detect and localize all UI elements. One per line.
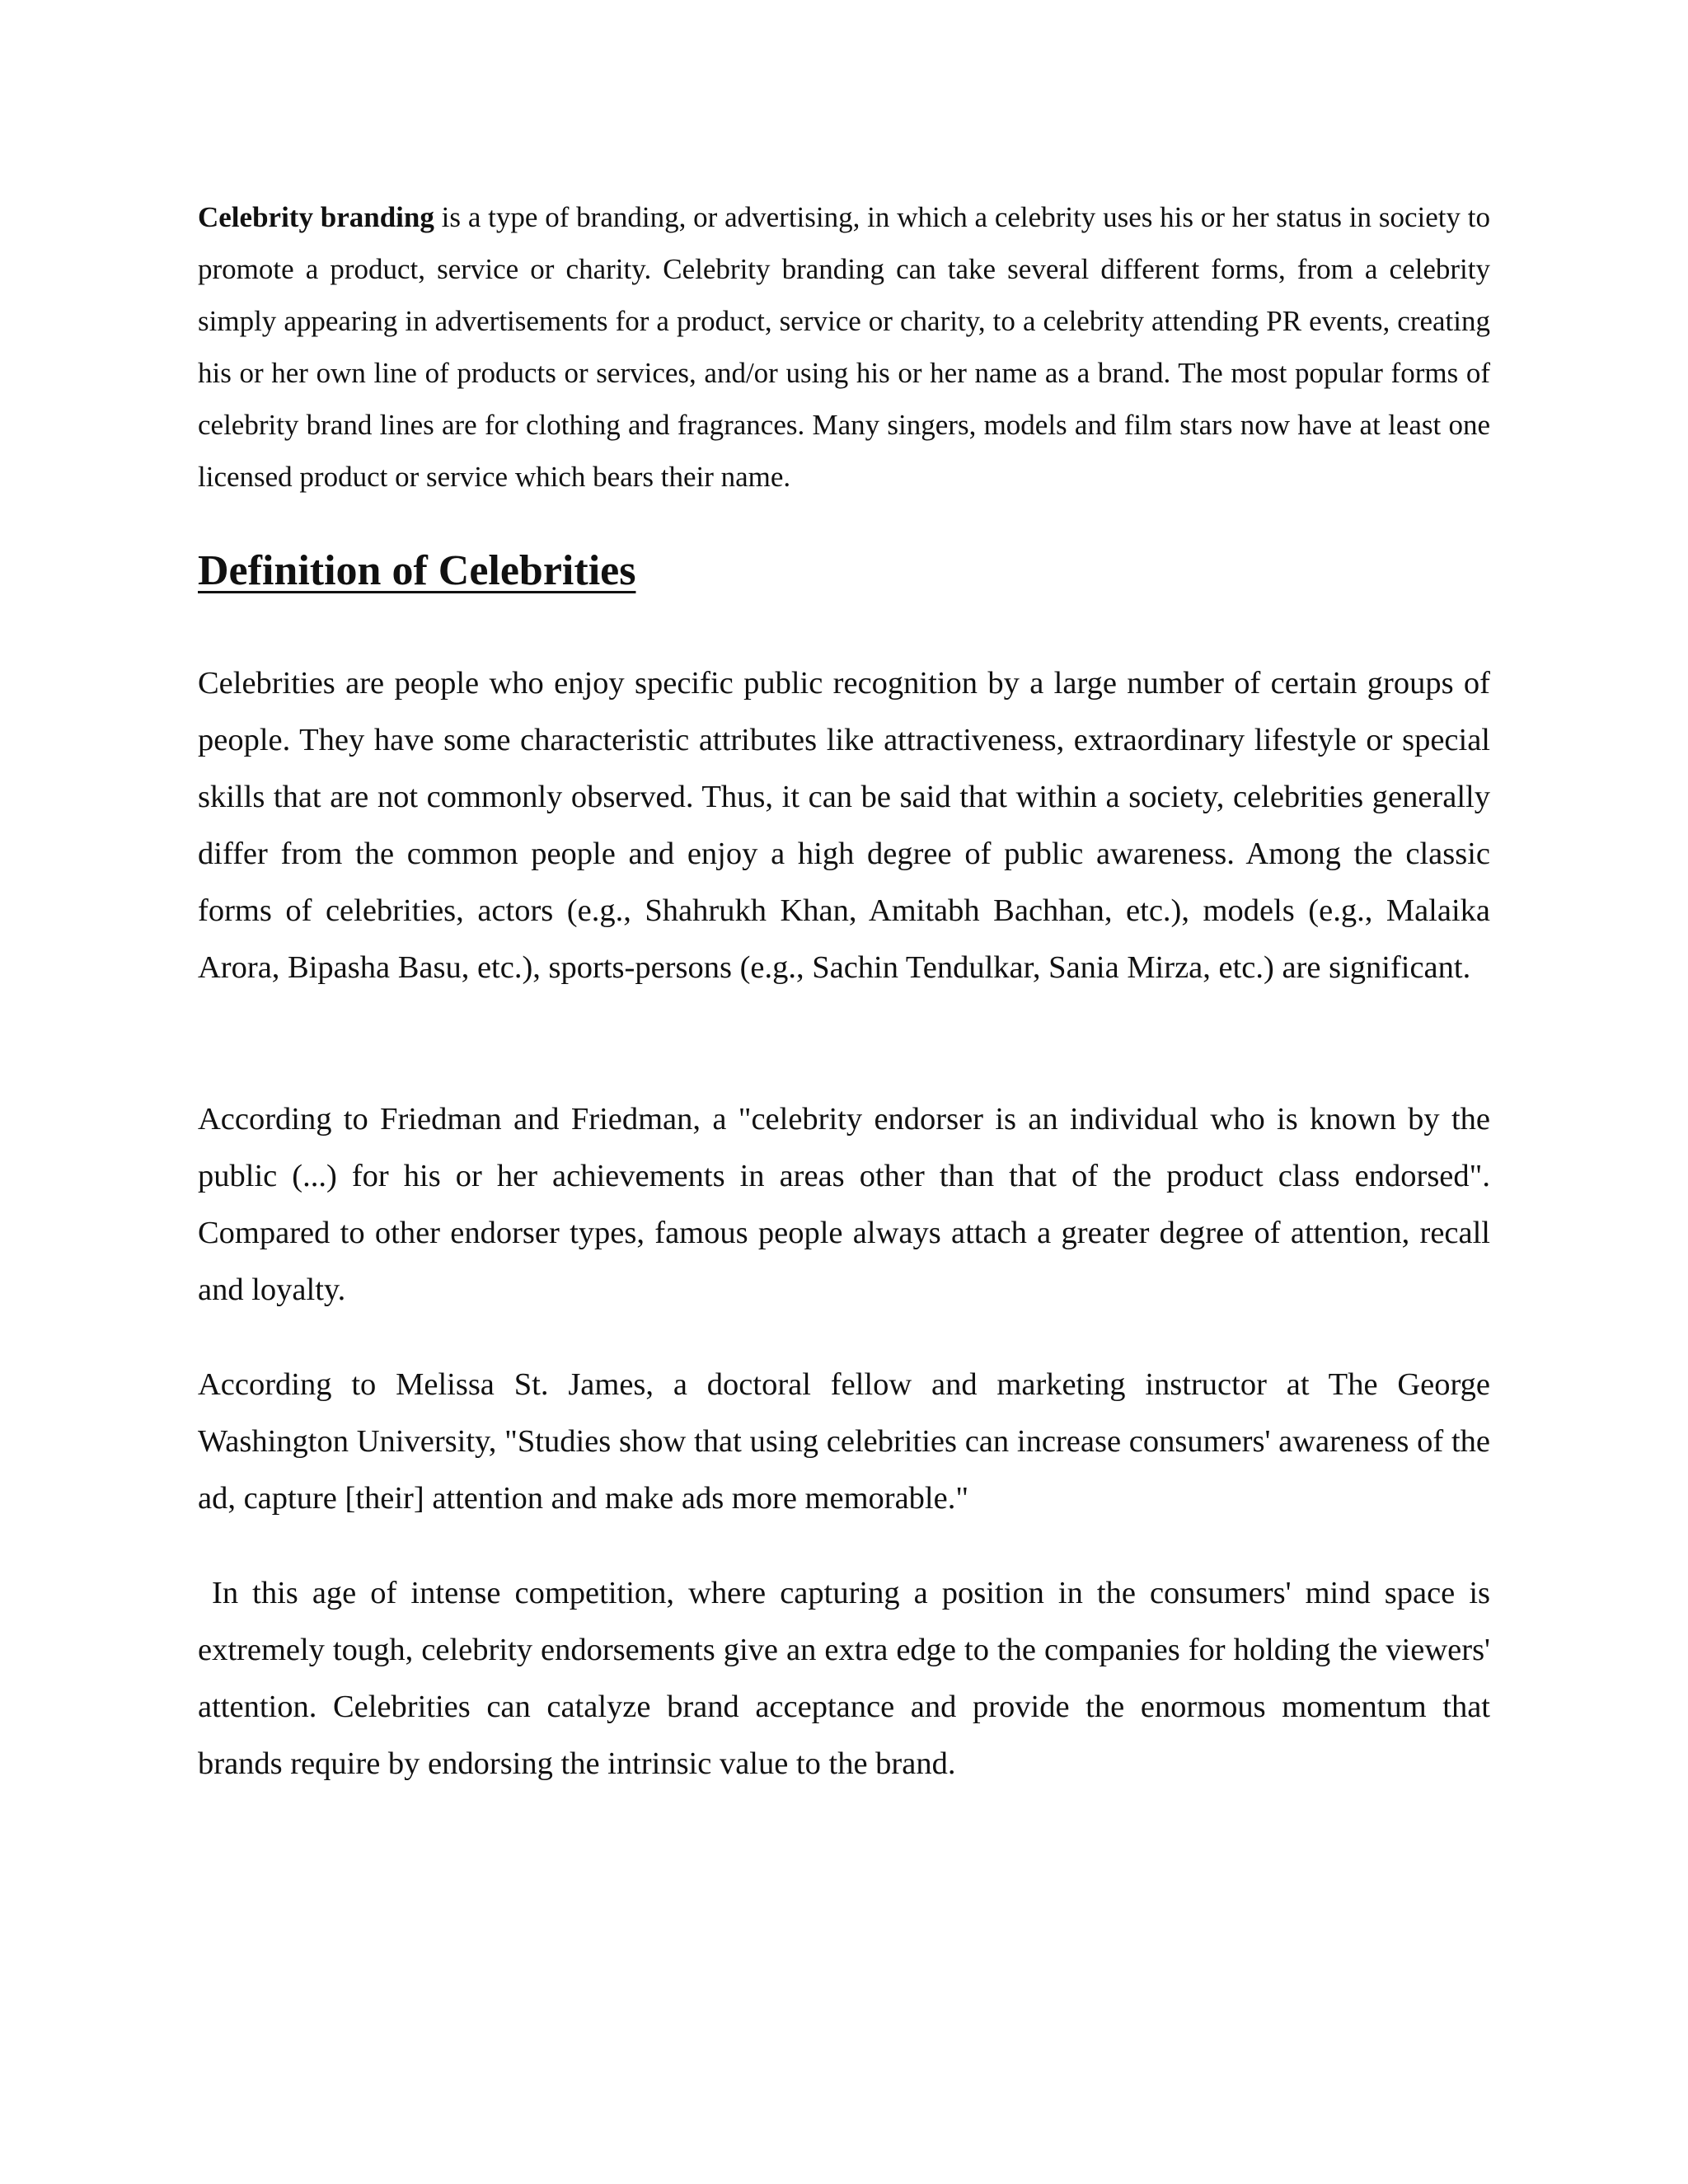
intro-lead-term: Celebrity branding [198,201,434,233]
intro-text: is a type of branding, or advertising, in which a celebrity uses his or her status in society to promote a product, service or charity. Celebrity branding can take several different forms, from a celebrity simply appearing in advertisements for a product, service or charity, to a celebrity attending PR events, creating his or her own line of products or services, and/or using his or her name as a brand. The most popular forms of celebrity brand lines are for clothing and fragrances. Many singers, models and film stars now have at least one licensed product or service which bears their name. [198,201,1490,493]
paragraph-melissa: According to Melissa St. James, a doctoral fellow and marketing instructor at The George Washington University, "Studies show that using celebrities can increase consumers' awareness of the ad, capture [their] attention and make ads more memorable." [198,1367,1490,1516]
section-heading: Definition of Celebrities [198,547,636,594]
intro-paragraph [198,191,1490,503]
paragraph-definition: Celebrities are people who enjoy specific public recognition by a large number of certain groups of people. They have some characteristic attributes like attractiveness, extraordinary lifestyle or special skills that are not commonly observed. Thus, it can be said that within a society, celebrities generally differ from the common people and enjoy a high degree of public awareness. Among the classic forms of celebrities, actors (e.g., Shahrukh Khan, Amitabh Bachhan, etc.), models (e.g., Malaika Arora, Bipasha Basu, etc.), sports-persons (e.g., Sachin Tendulkar, Sania Mirza, etc.) are significant. [198,666,1490,985]
paragraph-competition: In this age of intense competition, where capturing a position in the consumers' mind space is extremely tough, celebrity endorsements give an extra edge to the companies for holding the viewers' attention. Celebrities can catalyze brand acceptance and provide the enormous momentum that brands require by endorsing the intrinsic value to the brand. [198,1576,1498,1781]
paragraph-friedman: According to Friedman and Friedman, a "celebrity endorser is an individual who is known by the public (...) for his or her achievements in areas other than that of the product class endorsed". Compared to other endorser types, famous people always attach a greater degree of attention, recall and loyalty. [198,1102,1490,1307]
